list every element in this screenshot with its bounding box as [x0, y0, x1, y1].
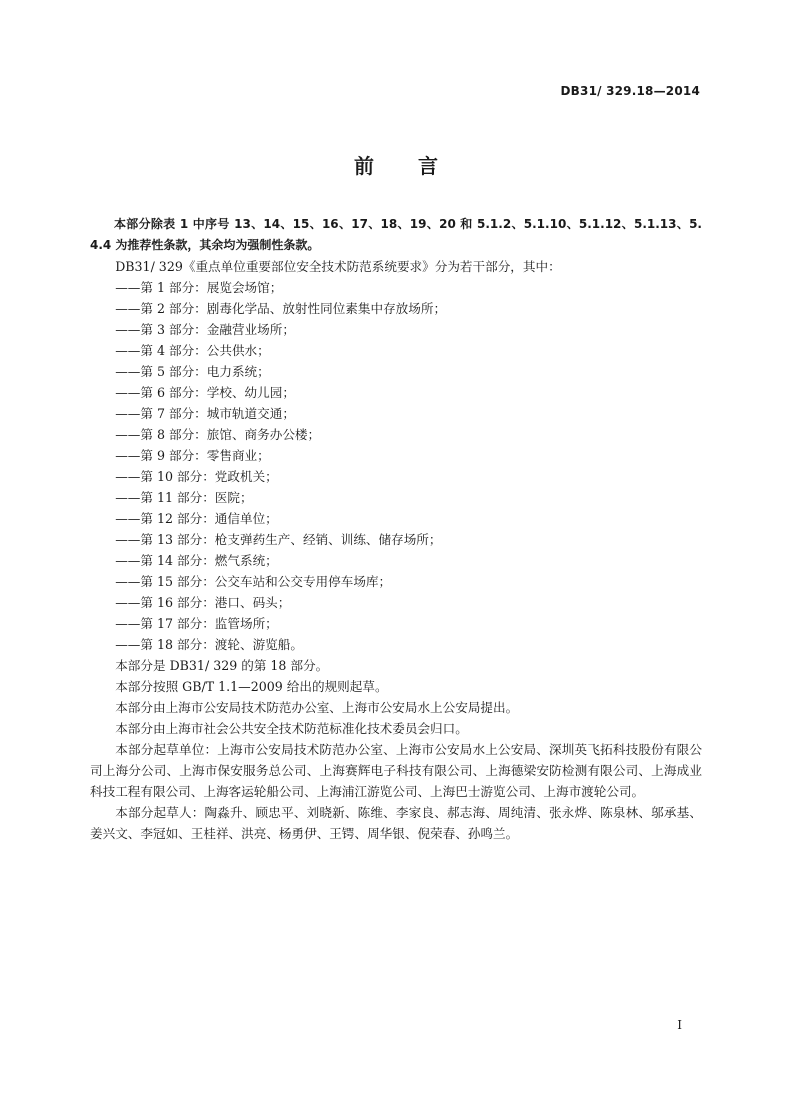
list-item: ——第 15 部分：公交车站和公交专用停车场库；	[115, 574, 392, 589]
intro-paragraph: DB31/ 329《重点单位重要部位安全技术防范系统要求》分为若干部分，其中：	[115, 259, 561, 274]
list-item: ——第 14 部分：燃气系统；	[115, 553, 278, 568]
list-item: ——第 6 部分：学校、幼儿园；	[115, 385, 295, 400]
list-item: ——第 17 部分：监管场所；	[115, 616, 278, 631]
recommended-clauses-paragraph: 本部分除表 1 中序号 13、14、15、16、17、18、19、20 和 5.1.2、5.1.10、5.1.12、5.1.13、5.4.4 为推荐性条款，其余均为强制性条款。	[90, 217, 702, 252]
list-item: ——第 3 部分：金融营业场所；	[115, 322, 295, 337]
list-item: ——第 9 部分：零售商业；	[115, 448, 270, 463]
list-item: ——第 2 部分：剧毒化学品、放射性同位素集中存放场所；	[115, 301, 447, 316]
list-item: ——第 8 部分：旅馆、商务办公楼；	[115, 427, 321, 442]
list-item: ——第 4 部分：公共供水；	[115, 343, 270, 358]
proposed-by-paragraph: 本部分由上海市公安局技术防范办公室、上海市公安局水上公安局提出。	[115, 700, 519, 715]
list-item: ——第 18 部分：渡轮、游览船。	[115, 637, 303, 652]
part-of-paragraph: 本部分是 DB31/ 329 的第 18 部分。	[115, 658, 329, 673]
drafters-paragraph: 本部分起草人：陶淼升、顾忠平、刘晓新、陈维、李家良、郝志海、周纯清、张永烨、陈泉林、邬承基、姜兴文、李冠如、王桂祥、洪亮、杨勇伊、王锷、周华银、倪荣春、孙鸣兰。	[90, 805, 702, 841]
list-item: ——第 10 部分：党政机关；	[115, 469, 278, 484]
list-item: ——第 7 部分：城市轨道交通；	[115, 406, 295, 421]
centralized-by-paragraph: 本部分由上海市社会公共安全技术防范标准化技术委员会归口。	[115, 721, 468, 736]
list-item: ——第 13 部分：枪支弹药生产、经销、训练、储存场所；	[115, 532, 442, 547]
list-item: ——第 12 部分：通信单位；	[115, 511, 278, 526]
page-number: I	[677, 1018, 682, 1032]
list-item: ——第 5 部分：电力系统；	[115, 364, 270, 379]
list-item: ——第 11 部分：医院；	[115, 490, 253, 505]
page-title: 前言	[354, 154, 482, 178]
foreword-body	[90, 214, 702, 844]
drafting-units-paragraph: 本部分起草单位：上海市公安局技术防范办公室、上海市公安局水上公安局、深圳英飞拓科技股份有限公司上海分公司、上海市保安服务总公司、上海赛辉电子科技有限公司、上海德梁安防检测有限公司、上海成业科技工程有限公司、上海客运轮船公司、上海浦江游览公司、上海巴士游览公司、上海市渡轮公司。	[90, 742, 702, 799]
drafting-rule-paragraph: 本部分按照 GB/T 1.1—2009 给出的规则起草。	[115, 679, 388, 694]
standard-number: DB31/ 329.18—2014	[560, 84, 700, 98]
list-item: ——第 1 部分：展览会场馆；	[115, 280, 283, 295]
list-item: ——第 16 部分：港口、码头；	[115, 595, 291, 610]
